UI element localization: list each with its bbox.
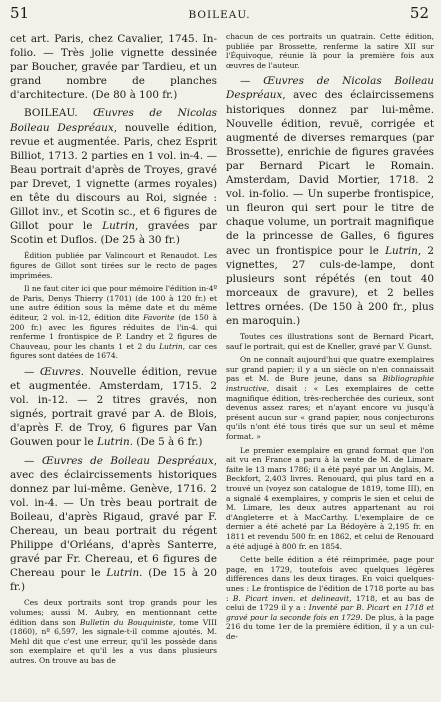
note-paragraph: Ces deux portraits sont trop grands pour les volumes; aussi M. Aubry, en mentionnant cette édition dans son Bulletin du Bouquiniste, tome VIII (1860), nº 6,597, les signale-t-il comme ajoutés. M. Mehl dit que c'est une erreur, qu'il les possède dans son exemplaire et qu'il les a vus dans plusieurs autres. On trouve au bas de [10,598,217,665]
note-paragraph: chacun de ces portraits un quatrain. Cette édition, publiée par Brossette, renferme la satire XII sur l'Équivoque, réunie là pour la première fois aux œuvres de l'auteur. [226,32,434,70]
running-title: BOILEAU. [188,9,251,21]
note-paragraph: Édition publiée par Valincourt et Renaudot. Les figures de Gillot sont tirées sur le recto de pages imprimées. [10,251,217,280]
note-paragraph: Il ne faut citer ici que pour mémoire l'édition in-4º de Paris, Denys Thierry (1701) (de 100 à 120 fr.) et une autre édition sous la même date et du même éditeur, 2 vol. in-12, édition dite Favorite (de 150 à 200 fr.) avec les figures réduites de l'in-4. qui renferme 1 frontispice de P. Landry et 2 figures de Chauveau, pour les chants 1 et 2 du Lutrin, car ces figures sont datées de 1674. [10,284,217,361]
note-paragraph: Cette belle édition a été réimprimée, page pour page, en 1729, toutefois avec quelques légères différences dans les deux tirages. En voici quelques-unes : Le frontispice de l'édition de 1718 porte au bas : B. Picart inven. et delineavit, 1718, et au bas de celui de 1729 il y a : Inventé par B. Picart en 1718 et gravé pour la seconde fois en 1729. De plus, à la page 216 du tome 1er de la première édition, il y a un cul-de- [226,555,434,641]
page-number-left: 51 [10,4,30,22]
right-column [226,32,434,641]
entry-paragraph: — Œuvres. Nouvelle édition, revue et augmentée. Amsterdam, 1715. 2 vol. in-12. — 2 titres gravés, non signés, portrait gravé par A. de Blois, d'après F. de Troy, 6 figures par Van Gouwen pour le Lutrin. (De 5 à 6 fr.) [10,365,217,449]
entry-paragraph: cet art. Paris, chez Cavalier, 1745. In-folio. — Très jolie vignette dessinée par Boucher, gravée par Tardieu, et un grand nombre de planches d'architecture. (De 80 à 100 fr.) [10,33,217,102]
running-header [10,4,429,26]
note-paragraph: Toutes ces illustrations sont de Bernard Picart, sauf le portrait, qui est de Kneller, gravé par V. Gunst. [226,332,434,351]
entry-paragraph: BOILEAU. Œuvres de Nicolas Boileau Despréaux, nouvelle édition, revue et augmentée. Paris, chez Esprit Billiot, 1713. 2 parties en 1 vol. in-4. — Beau portrait d'après de Troyes, gravé par Drevet, 1 vignette (armes royales) en tête du discours au Roi, signée : Gillot inv., et Scotin sc., et 6 figures de Gillot pour le Lutrin, gravées par Scotin et Duflos. (De 25 à 30 fr.) [10,107,217,247]
page-number-right: 52 [409,4,429,22]
entry-paragraph: — Œuvres de Boileau Despréaux, avec des éclaircissements historiques donnez par lui-même. Genève, 1716. 2 vol. in-4. — Un très beau portrait de Boileau, d'après Rigaud, gravé par F. Chereau, un beau portrait du régent Philippe d'Orléans, d'après Santerre, gravé par Fr. Chereau, et 6 figures de Chereau pour le Lutrin. (De 15 à 20 fr.) [10,454,218,594]
note-paragraph: On ne connaît aujourd'hui que quatre exemplaires sur grand papier; il y a un siècle on n'en connaissait pas et M. de Bure jeune, dans sa Bibliographie instructive, disait : « Les exemplaires de cette magnifique édition, très-recherchée des curieux, sont devenus assez rares; et n'ayant encore vu jusqu'à présent aucun sur « grand papier, nous conjecturons qu'ils n'ont été tous tirés que sur un seul et même format. » [226,355,434,441]
left-column [10,32,217,666]
entry-paragraph: — Œuvres de Nicolas Boileau Despréaux, avec des éclaircissemens historiques donnez par lui-même. Nouvelle édition, revuë, corrigée et augmenté de diverses remarques (par Brossette), enrichie de figures gravées par Bernard Picart le Romain. Amsterdam, David Mortier, 1718. 2 vol. in-folio. — Un superbe frontispice, un fleuron qui sert pour le titre de chaque volume, un portrait magnifique de la princesse de Galles, 6 figures avec un frontispice pour le Lutrin, 2 vignettes, 27 culs-de-lampe, dont plusieurs sont répétés (en tout 40 morceaux de gravure), et 2 belles lettres ornées. (De 150 à 200 fr., plus en maroquin.) [226,75,434,327]
note-paragraph: Le premier exemplaire en grand format que l'on ait vu en France a paru à la vente de M. de Limare faite le 13 mars 1786; il a été payé par un Anglais, M. Beckfort, 2,403 livres. Renouard, qui plus tard en a trouvé un (voyez son catalogue de 1819, tome III), en a signalé 4 exemplaires, y compris le sien et celui de M. Limare, les deux autres appartenant au roi d'Angleterre et à MacCarthy. L'exemplaire de ce dernier a été acheté par La Bédoyère à 2,195 fr. en 1811 et revendu 500 fr. en 1862, et celui de Renouard a été adjugé à 800 fr. en 1854. [226,445,434,551]
